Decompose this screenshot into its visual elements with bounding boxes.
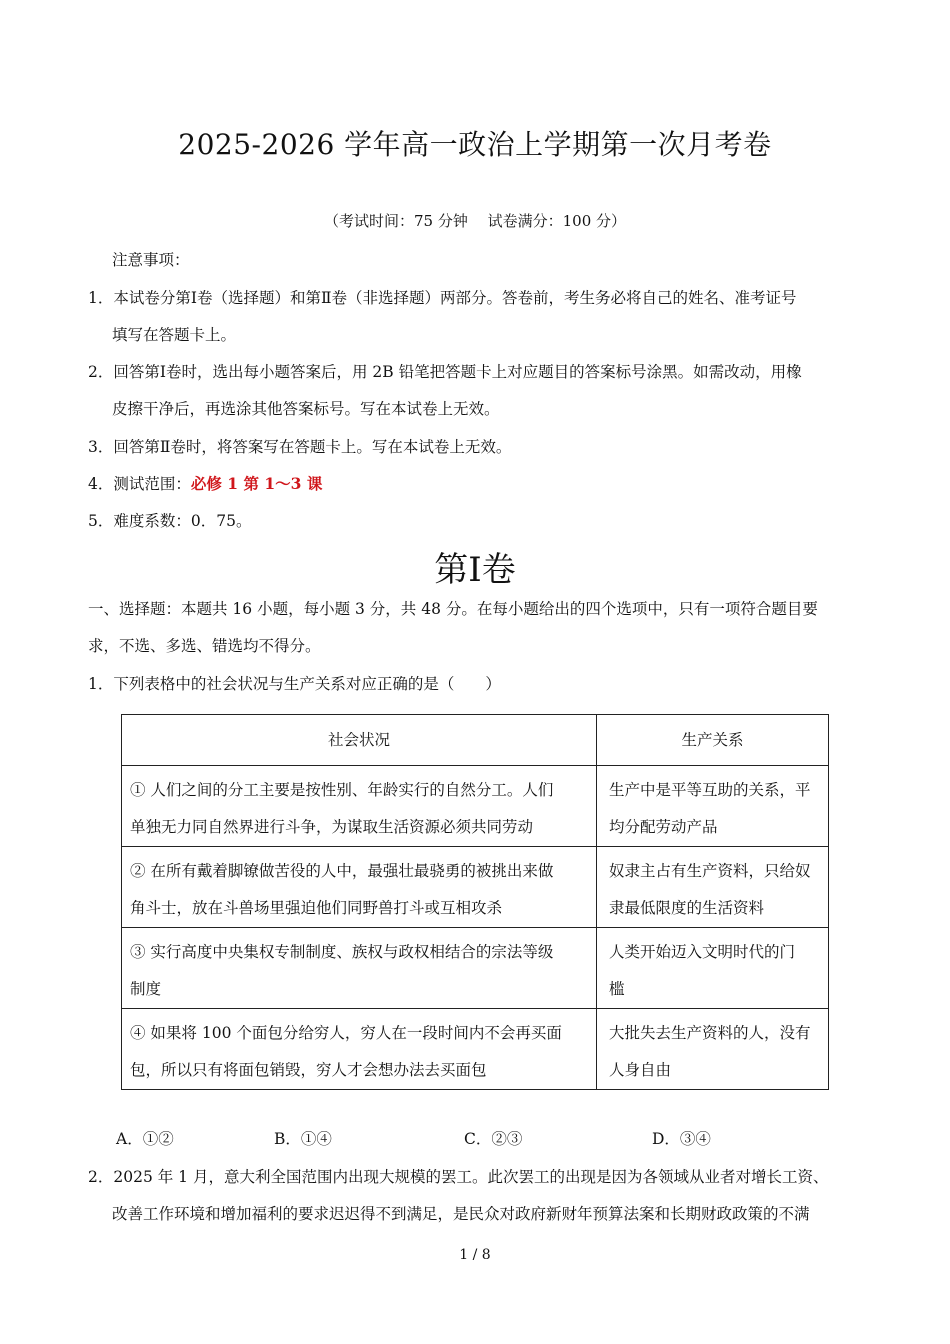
- question-1-stem: 1．下列表格中的社会状况与生产关系对应正确的是（ ）: [88, 675, 501, 693]
- cell-line: 制度: [130, 980, 162, 998]
- table-header-row: [122, 715, 829, 766]
- option-b: B．①④: [274, 1130, 332, 1148]
- note-item-3: [88, 435, 511, 457]
- cell-line: 槛: [609, 980, 625, 998]
- note-number: 4．: [88, 475, 114, 493]
- note-item-2: [88, 360, 802, 382]
- section-instructions: 一、选择题：本题共 16 小题，每小题 3 分，共 48 分。在每小题给出的四个选项中，只有一项符合题目要: [88, 600, 818, 618]
- cell-line: 生产中是平等互助的关系，平: [609, 781, 811, 799]
- notes-heading: 注意事项：: [112, 251, 190, 269]
- cell-line: ④ 如果将 100 个面包分给穷人，穷人在一段时间内不会再买面: [130, 1024, 562, 1042]
- cell-line: 隶最低限度的生活资料: [609, 899, 765, 917]
- table-row: [122, 928, 829, 1009]
- cell-line: 奴隶主占有生产资料，只给奴: [609, 862, 811, 880]
- table-row: [122, 766, 829, 847]
- table-header-cell: 社会状况: [122, 715, 597, 766]
- cell-line: 大批失去生产资料的人，没有: [609, 1024, 811, 1042]
- table-row: [122, 847, 829, 928]
- cell-line: ② 在所有戴着脚镣做苦役的人中，最强壮最骁勇的被挑出来做: [130, 862, 554, 880]
- cell-line: 角斗士，放在斗兽场里强迫他们同野兽打斗或互相攻杀: [130, 899, 503, 917]
- note-item-4: [88, 472, 322, 494]
- note-text: 测试范围：: [113, 475, 191, 493]
- option-a: A．①②: [116, 1130, 174, 1148]
- table-cell-relation: [597, 766, 829, 847]
- note-number: 5．: [88, 512, 114, 530]
- note-text: 回答第Ⅱ卷时，将答案写在答题卡上。写在本试卷上无效。: [113, 438, 512, 456]
- note-number: 2．: [88, 363, 114, 381]
- note-text: 本试卷分第Ⅰ卷（选择题）和第Ⅱ卷（非选择题）两部分。答卷前，考生务必将自己的姓名、准考证号: [113, 289, 797, 307]
- cell-line: 均分配劳动产品: [609, 818, 718, 836]
- note-item-1-cont: 填写在答题卡上。: [112, 326, 237, 344]
- option-d: D．③④: [652, 1130, 711, 1148]
- note-number: 3．: [88, 438, 114, 456]
- note-item-1: [88, 286, 797, 308]
- exam-meta: （考试时间：75 分钟 试卷满分：100 分）: [323, 212, 627, 230]
- cell-line: 单独无力同自然界进行斗争，为谋取生活资源必须共同劳动: [130, 818, 534, 836]
- table-cell-situation: [122, 928, 597, 1009]
- table-cell-situation: [122, 766, 597, 847]
- cell-line: ③ 实行高度中央集权专制制度、族权与政权相结合的宗法等级: [130, 943, 554, 961]
- table-cell-relation: [597, 847, 829, 928]
- exam-title: 2025-2026 学年高一政治上学期第一次月考卷: [178, 128, 772, 161]
- question-1-table: [121, 714, 829, 1090]
- note-text: 难度系数：0．75。: [113, 512, 252, 530]
- cell-line: 包，所以只有将面包销毁，穷人才会想办法去买面包: [130, 1061, 487, 1079]
- section-title: 第Ⅰ卷: [434, 550, 516, 590]
- cell-line: ① 人们之间的分工主要是按性别、年龄实行的自然分工。人们: [130, 781, 554, 799]
- question-2-stem-cont: 改善工作环境和增加福利的要求迟迟得不到满足，是民众对政府新财年预算法案和长期财政政策的不满: [112, 1205, 810, 1223]
- note-text: 回答第Ⅰ卷时，选出每小题答案后，用 2B 铅笔把答题卡上对应题目的答案标号涂黑。如需改动，用橡: [113, 363, 802, 381]
- table-header-cell: 生产关系: [597, 715, 829, 766]
- test-scope-highlight: 必修 1 第 1～3 课: [190, 474, 323, 493]
- option-c: C．②③: [464, 1130, 523, 1148]
- note-number: 1．: [88, 289, 114, 307]
- cell-line: 人身自由: [609, 1061, 672, 1079]
- table-cell-relation: [597, 928, 829, 1009]
- section-instructions-cont: 求，不选、多选、错选均不得分。: [88, 637, 321, 655]
- page-number: 1 / 8: [459, 1247, 491, 1263]
- question-2-stem: 2．2025 年 1 月，意大利全国范围内出现大规模的罢工。此次罢工的出现是因为各领域从业者对增长工资、: [88, 1168, 829, 1186]
- cell-line: 人类开始迈入文明时代的门: [609, 943, 796, 961]
- note-item-2-cont: 皮擦干净后，再选涂其他答案标号。写在本试卷上无效。: [112, 400, 500, 418]
- table-cell-situation: [122, 1009, 597, 1090]
- table-row: [122, 1009, 829, 1090]
- table-cell-situation: [122, 847, 597, 928]
- note-item-5: [88, 509, 251, 531]
- table-cell-relation: [597, 1009, 829, 1090]
